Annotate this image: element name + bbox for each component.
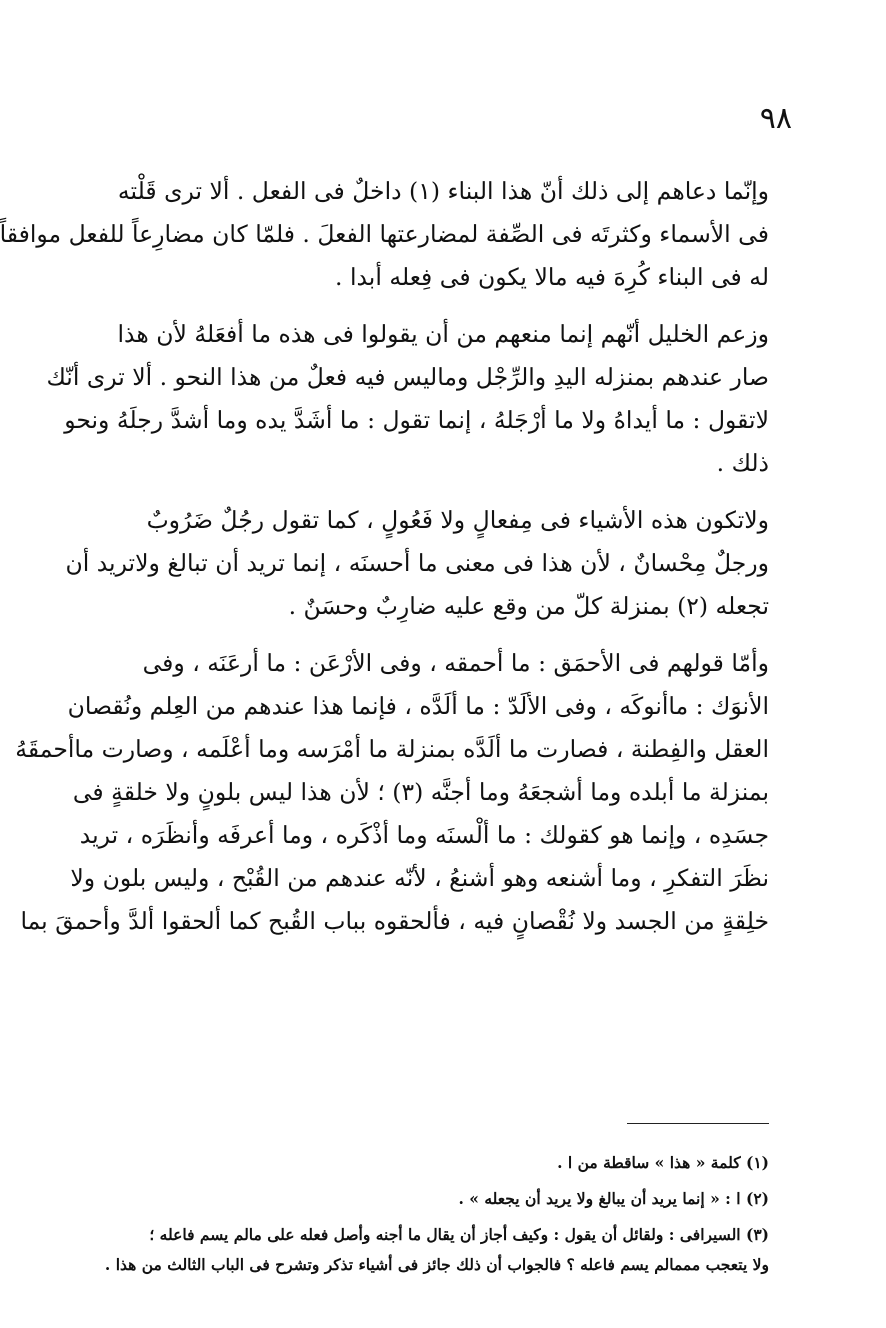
text-line: نظَرَ التفكرِ ، وما أشنعه وهو أشنعُ ، لأنّه عندهم من القُبْح ، وليس بلون ولا: [70, 864, 769, 892]
page-number: ٩٨: [759, 101, 792, 136]
footnote: (٢) ا : « إنما يريد أن يبالغ ولا يريد أن يجعله » .: [458, 1189, 769, 1208]
text-line: خلِقةٍ من الجسد ولا نُقْصانٍ فيه ، فألحقوه بباب القُبح كما ألحقوا ألدَّ وأحمقَ بما: [20, 907, 769, 935]
main-text: [0, 170, 769, 943]
footnotes: [104, 1148, 769, 1280]
footnote: (٣) السيرافى : ولقائل أن يقول : وكيف أجاز أن يقال ما أجنه وأصل فعله على مالم يسم فاعله ؛: [149, 1225, 769, 1244]
text-line: له فى البناء كُرِهَ فيه مالا يكون فى فِعله أبدا .: [335, 263, 769, 291]
paragraph: [15, 642, 769, 943]
paragraph: [46, 313, 769, 485]
text-line: العقل والفِطنة ، فصارت ما ألَدَّه بمنزلة ما أمْرَسه وما أعْلَمه ، وصارت ماأحمقَهُ: [15, 735, 769, 763]
text-line: الأنوَك : ماأنوكَه ، وفى الألَدّ : ما ألَدَّه ، فإنما هذا عندهم من العِلم ونُقصان: [67, 692, 769, 720]
paragraph: [0, 170, 769, 299]
text-line: ذلك .: [716, 449, 769, 477]
footnote-continuation: ولا يتعجب مممالم يسم فاعله ؟ فالجواب أن ذلك جائز فى أشياء تذكر وتشرح فى الباب الثالث من هذا .: [104, 1255, 769, 1274]
text-line: ورجلٌ مِحْسانٌ ، لأن هذا فى معنى ما أحسنَه ، إنما تريد أن تبالغ ولاتريد أن: [65, 549, 769, 577]
text-line: بمنزلة ما أبلده وما أشجعَهُ وما أجنَّه (٣) ؛ لأن هذا ليس بلونٍ ولا خلقةٍ فى: [72, 778, 769, 806]
text-line: وأمّا قولهم فى الأحمَق : ما أحمقه ، وفى الأرْعَن : ما أرعَنَه ، وفى: [142, 649, 769, 677]
text-line: لاتقول : ما أيداهُ ولا ما أرْجَلهُ ، إنما تقول : ما أشَدَّ يده وما أشدَّ رجلَهُ ونحو: [64, 406, 769, 434]
text-line: فى الأسماء وكثرتَه فى الصِّفة لمضارعتها الفعلَ . فلمّا كان مضارِعاً للفعل موافقاً: [0, 220, 769, 248]
text-line: تجعله (٢) بمنزلة كلّ من وقع عليه ضارِبٌ وحسَنٌ .: [288, 592, 769, 620]
paragraph: [65, 499, 769, 628]
text-line: جسَدِه ، وإنما هو كقولك : ما ألْسنَه وما أذْكَره ، وما أعرفَه وأنظَرَه ، تريد: [79, 821, 769, 849]
text-line: وإنّما دعاهم إلى ذلك أنّ هذا البناء (١) داخلٌ فى الفعل . ألا ترى قَلْته: [117, 177, 769, 205]
footnote-divider: [627, 1123, 769, 1124]
text-line: ولاتكون هذه الأشياء فى مِفعالٍ ولا فَعُولٍ ، كما تقول رجُلٌ ضَرُوبٌ: [146, 506, 769, 534]
footnote: (١) كلمة « هذا » ساقطة من ا .: [557, 1153, 769, 1172]
text-line: صار عندهم بمنزله اليدِ والرِّجْل وماليس فيه فعلٌ من هذا النحو . ألا ترى أنّك: [46, 363, 769, 391]
text-line: وزعم الخليل أنّهم إنما منعهم من أن يقولوا فى هذه ما أفعَلهُ لأن هذا: [117, 320, 769, 348]
